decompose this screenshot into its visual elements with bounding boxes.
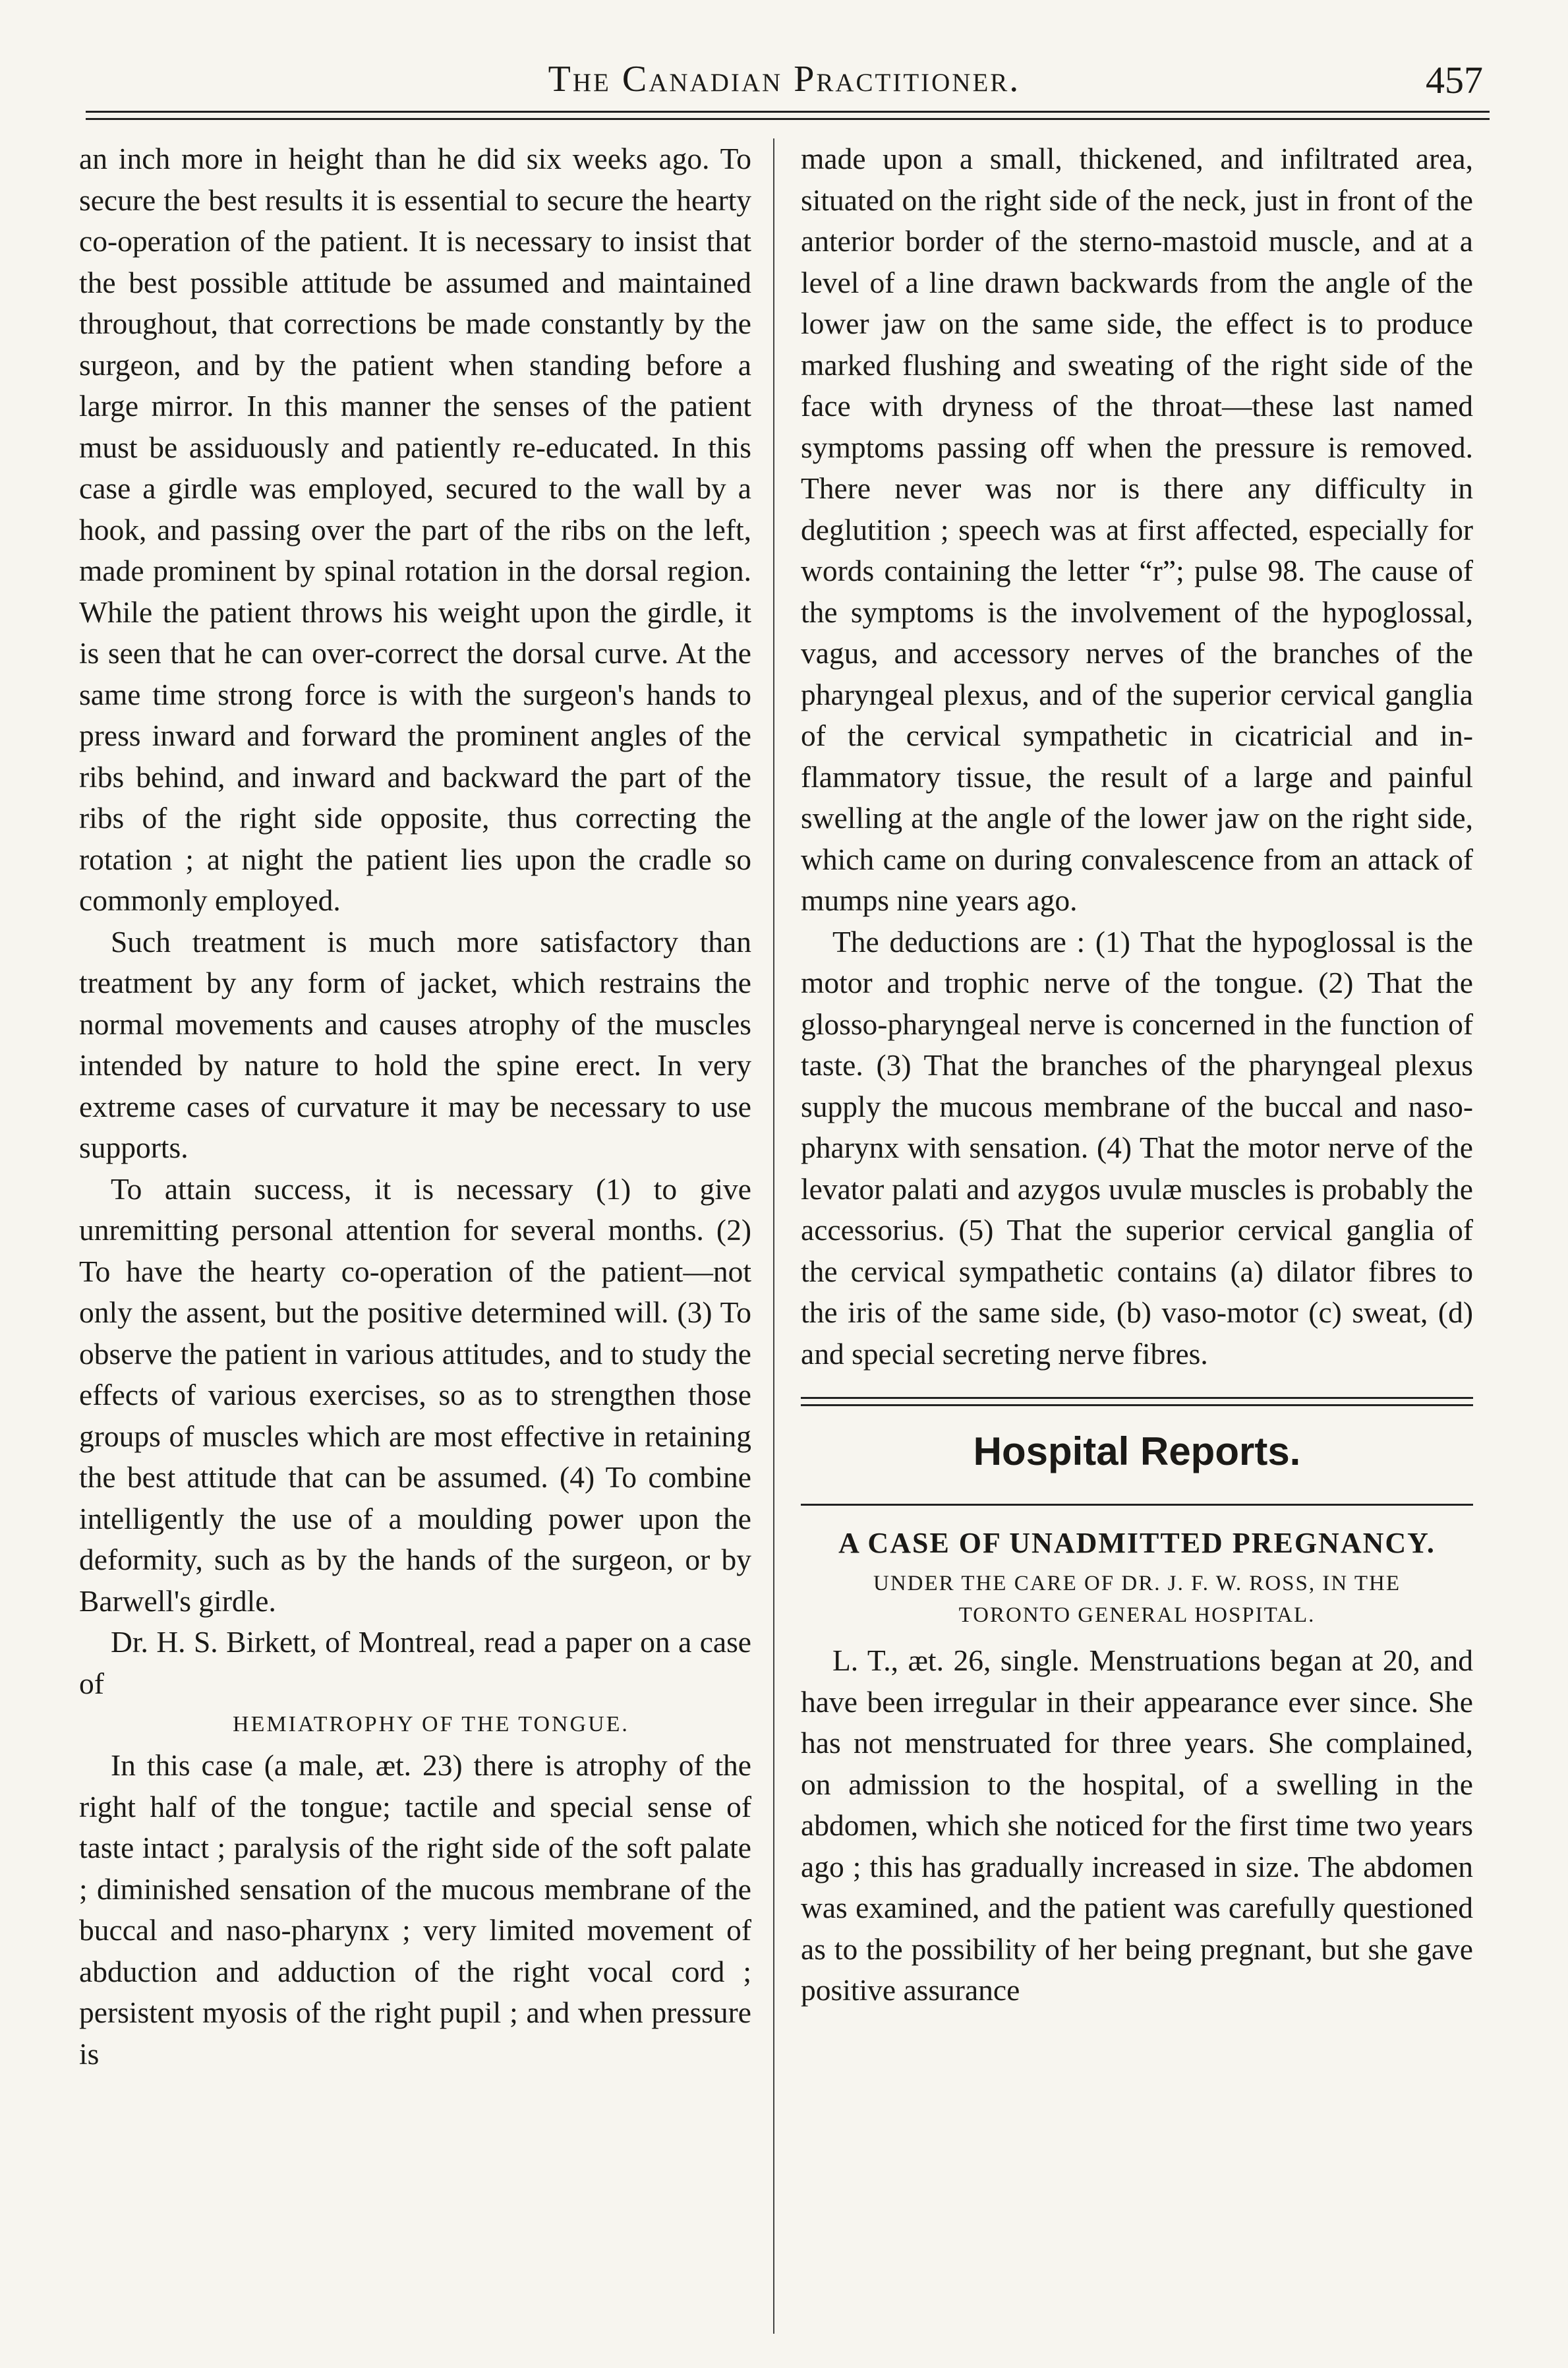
section-rule-top <box>801 1397 1473 1406</box>
section-rule-bottom <box>801 1504 1473 1506</box>
journal-title: The Canadian Practitioner. <box>548 59 1021 100</box>
hemiatrophy-subhead: HEMIATROPHY OF THE TONGUE. <box>233 1712 629 1736</box>
page-number: 457 <box>1426 59 1483 102</box>
left-column <box>79 138 751 2075</box>
column-divider <box>773 138 774 2334</box>
case-subtitle-line-1: UNDER THE CARE OF DR. J. F. W. ROSS, IN THE <box>873 1572 1401 1595</box>
section-title: Hospital Reports. <box>973 1429 1301 1473</box>
left-paragraph-3: To attain success, it is necessary (1) to give unremitting personal attention for several months. (2) To have the hearty co-operation of the patient—not only the assent, but the positive determined will. (3) To observe the patient in various attitudes, and to study the effects of various exercises, so as to strengthen those groups of muscles which are most effective in retaining the best attitude that can be assumed. (4) To combine intelligently the use of a moulding power upon the deformity, such as by the hands of the surgeon, or by Barwell's girdle. <box>79 1171 751 1618</box>
header-rule <box>86 111 1490 120</box>
left-paragraph-5: In this case (a male, æt. 23) there is atrophy of the right half of the tongue; tactile and special sense of taste intact ; paralysis of the right side of the soft palate ; diminished sensation of the mucous membrane of the buccal and naso-pharynx ; very limited movement of abduction and adduction of the right vocal cord ; persistent myosis of the right pupil ; and when pressure is <box>79 1748 751 2071</box>
case-title: A CASE OF UNADMITTED PREGNANCY. <box>838 1527 1436 1559</box>
right-column <box>801 138 1473 2011</box>
right-paragraph-1: made upon a small, thickened, and infiltrated area, situated on the right side of the neck, just in front of the anterior border of the sterno-mastoid muscle, and at a level of a line drawn backwards from the angle of the lower jaw on the same side, the effect is to produce marked flushing and sweating of the right side of the face with dryness of the throat—these last named symptoms passing off when the pressure is removed. There never was nor is there any difficulty in deglutition ; speech was at first affected, especially for words containing the letter “r”; pulse 98. The cause of the symptoms is the involvement of the hypoglossal, vagus, and accessory nerves of the branches of the pharyngeal plexus, and of the superior cervical ganglia of the cervical sympathetic in cicatricial and inflammatory tissue, the result of a large and painful swelling at the angle of the lower jaw on the right side, which came on during convalescence from an attack of mumps nine years ago. <box>801 142 1473 917</box>
case-subtitle-line-2: TORONTO GENERAL HOSPITAL. <box>958 1603 1316 1627</box>
left-paragraph-2: Such treatment is much more satisfactory than treatment by any form of jacket, which restrains the normal movements and causes atrophy of the muscles intended by nature to hold the spine erect. In very extreme cases of curvature it may be necessary to use supports. <box>79 924 751 1164</box>
left-paragraph-4: Dr. H. S. Birkett, of Montreal, read a paper on a case of <box>79 1625 751 1700</box>
running-head <box>79 58 1490 117</box>
case-subtitle <box>801 1568 1473 1631</box>
left-paragraph-1: an inch more in height than he did six weeks ago. To secure the best results it is essential to secure the hearty co-operation of the patient. It is necessary to insist that the best possible attitude be assumed and maintained throughout, that corrections be made constantly by the surgeon, and by the patient when standing before a large mirror. In this manner the senses of the patient must be assiduously and patiently re-educated. In this case a girdle was employed, secured to the wall by a hook, and passing over the part of the ribs on the left, made prominent by spinal rotation in the dorsal region. While the patient throws his weight upon the girdle, it is seen that he can over-correct the dorsal curve. At the same time strong force is with the surgeon's hands to press inward and forward the prominent angles of the ribs behind, and inward and backward the part of the ribs of the right side opposite, thus correcting the rotation ; at night the patient lies upon the cradle so commonly employed. <box>79 142 751 917</box>
right-paragraph-3: L. T., æt. 26, single. Menstruations began at 20, and have been irregular in their appearance ever since. She has not menstruated for three years. She complained, on admission to the hospital, of a swelling in the abdomen, which she noticed for the first time two years ago ; this has gradually increased in size. The abdomen was examined, and the patient was carefully questioned as to the possibility of her being pregnant, but she gave positive assurance <box>801 1643 1473 2007</box>
right-paragraph-2: The deductions are : (1) That the hypoglossal is the motor and trophic nerve of the tongue. (2) That the glosso-pharyngeal nerve is concerned in the function of taste. (3) That the branches of the pharyngeal plexus supply the mucous membrane of the buccal and nasopharynx with sensation. (4) That the motor nerve of the levator palati and azygos uvulæ muscles is probably the accessorius. (5) That the superior cervical ganglia of the cervical sympathetic contains (a) dilator fibres to the iris of the same side, (b) vaso-motor (c) sweat, (d) and special secreting nerve fibres. <box>801 924 1473 1371</box>
